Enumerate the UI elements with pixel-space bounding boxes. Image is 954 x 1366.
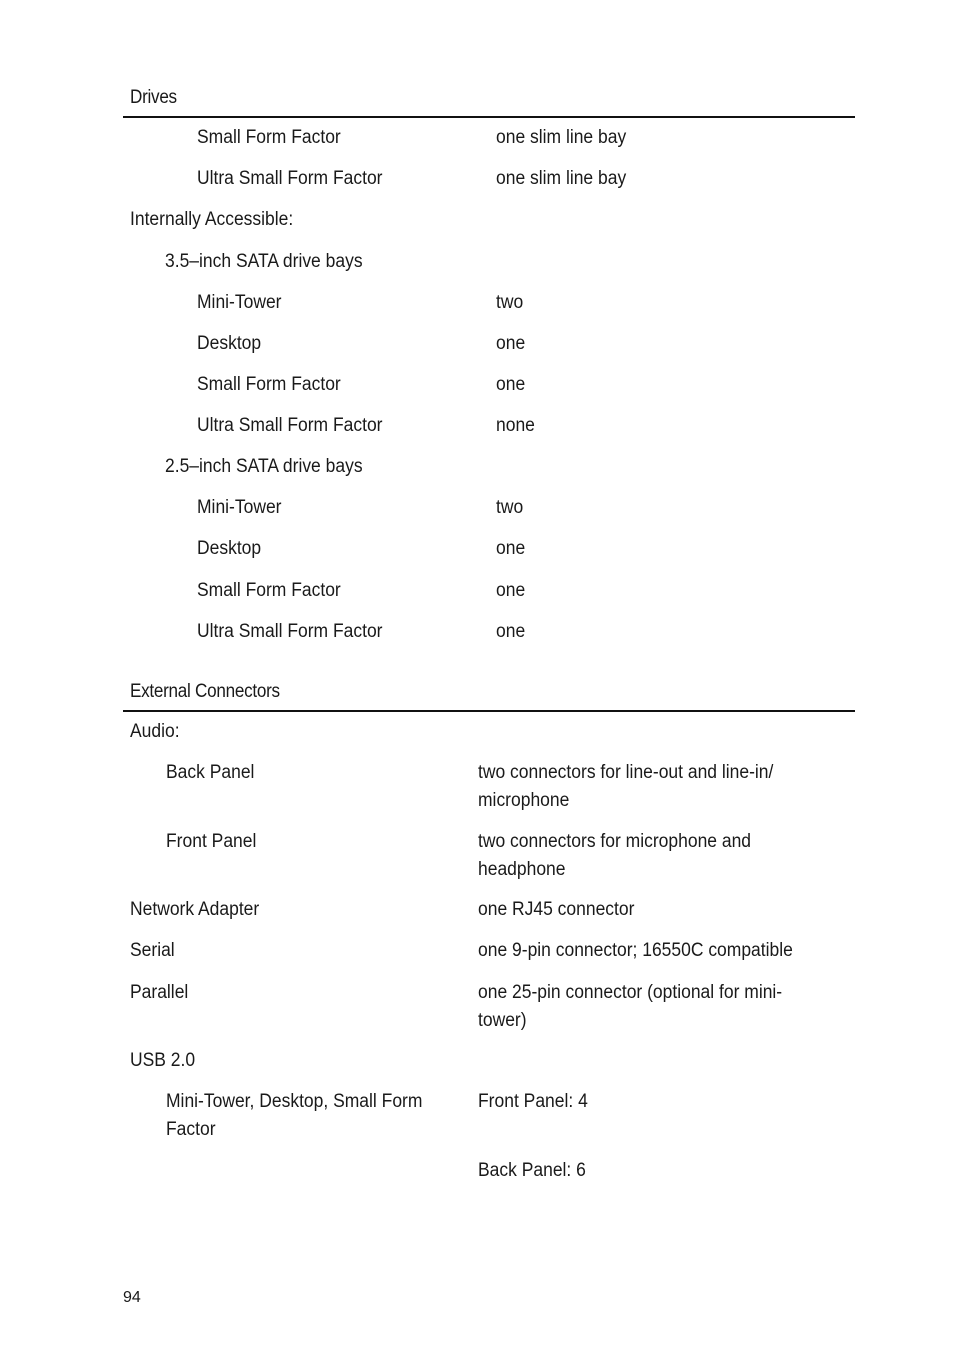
drives-value: one: [496, 538, 526, 559]
external-value: one 9-pin connector; 16550C compatible: [478, 940, 793, 961]
drives-subgroup-label: 3.5–inch SATA drive bays: [165, 251, 363, 272]
external-label: Parallel: [130, 982, 189, 1003]
drives-value: one: [496, 580, 526, 601]
external-group-label: USB 2.0: [130, 1050, 196, 1071]
external-label: Front Panel: [166, 831, 257, 852]
external-label: Back Panel: [166, 762, 255, 783]
drives-subgroup-label: 2.5–inch SATA drive bays: [165, 456, 363, 477]
external-label: Network Adapter: [130, 899, 260, 920]
external-value: two connectors for microphone and headphone: [478, 831, 752, 880]
drives-label: Desktop: [197, 333, 262, 354]
drives-label: Small Form Factor: [197, 580, 341, 601]
external-connectors-heading: External Connectors: [130, 681, 280, 702]
drives-rule: [123, 116, 855, 118]
external-label: Serial: [130, 940, 175, 961]
external-group-label: Audio:: [130, 721, 180, 742]
drives-label: Mini-Tower: [197, 292, 282, 313]
external-value: Front Panel: 4: [478, 1091, 588, 1112]
external-label: Mini-Tower, Desktop, Small Form Factor: [166, 1091, 423, 1140]
drives-label: Small Form Factor: [197, 374, 341, 395]
drives-value: one: [496, 374, 526, 395]
external-value: one 25-pin connector (optional for mini-tower): [478, 982, 783, 1031]
external-value: Back Panel: 6: [478, 1160, 586, 1181]
drives-value: two: [496, 497, 524, 518]
drives-label: Desktop: [197, 538, 262, 559]
drives-label: Ultra Small Form Factor: [197, 621, 383, 642]
drives-value: one slim line bay: [496, 127, 627, 148]
drives-heading: Drives: [130, 87, 177, 108]
drives-label: Ultra Small Form Factor: [197, 168, 383, 189]
drives-label: Mini-Tower: [197, 497, 282, 518]
external-connectors-rule: [123, 710, 855, 712]
drives-value: two: [496, 292, 524, 313]
drives-value: one slim line bay: [496, 168, 627, 189]
drives-value: none: [496, 415, 535, 436]
external-value: two connectors for line-out and line-in/ microphone: [478, 762, 774, 811]
drives-value: one: [496, 333, 526, 354]
page-number: 94: [123, 1289, 141, 1306]
external-value: one RJ45 connector: [478, 899, 635, 920]
drives-label: Small Form Factor: [197, 127, 341, 148]
drives-value: one: [496, 621, 526, 642]
drives-group-label: Internally Accessible:: [130, 209, 294, 230]
drives-label: Ultra Small Form Factor: [197, 415, 383, 436]
